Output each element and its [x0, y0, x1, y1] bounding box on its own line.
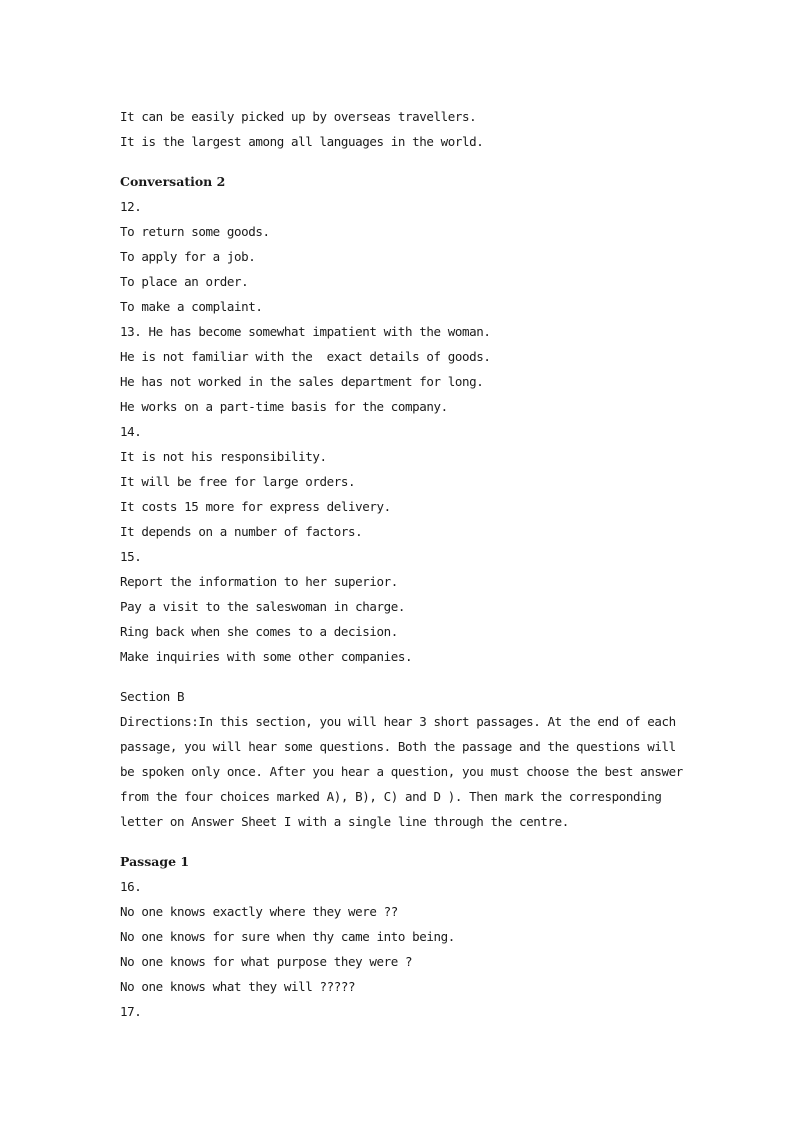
option-line: It can be easily picked up by overseas travellers. — [120, 109, 477, 124]
directions-line: from the four choices marked A), B), C) and D ). Then mark the corresponding — [120, 789, 662, 804]
spacer — [120, 669, 700, 684]
spacer — [120, 834, 700, 849]
directions-line: letter on Answer Sheet I with a single line through the centre. — [120, 814, 569, 829]
option-line: It is not his responsibility. — [120, 449, 327, 464]
option-line: Make inquiries with some other companies. — [120, 649, 413, 664]
question-number-12: 12. — [120, 199, 142, 214]
option-line: It depends on a number of factors. — [120, 524, 363, 539]
page-content — [120, 104, 700, 1024]
directions-line: passage, you will hear some questions. Both the passage and the questions will — [120, 739, 676, 754]
option-line: He works on a part-time basis for the company. — [120, 399, 448, 414]
directions-line: be spoken only once. After you hear a question, you must choose the best answer — [120, 764, 683, 779]
option-line: Pay a visit to the saleswoman in charge. — [120, 599, 406, 614]
option-line: To apply for a job. — [120, 249, 256, 264]
option-line: To place an order. — [120, 274, 249, 289]
option-line: Report the information to her superior. — [120, 574, 398, 589]
option-line: Ring back when she comes to a decision. — [120, 624, 398, 639]
option-line: It will be free for large orders. — [120, 474, 356, 489]
question-number-14: 14. — [120, 424, 142, 439]
option-line: No one knows what they will ????? — [120, 979, 356, 994]
question-number-17: 17. — [120, 1004, 142, 1019]
conversation-2-heading: Conversation 2 — [120, 174, 226, 189]
question-number-16: 16. — [120, 879, 142, 894]
option-line: He is not familiar with the exact details of goods. — [120, 349, 491, 364]
question-number-15: 15. — [120, 549, 142, 564]
option-line: It is the largest among all languages in the world. — [120, 134, 484, 149]
question-13-first-option: 13. He has become somewhat impatient with the woman. — [120, 324, 491, 339]
section-b-heading: Section B — [120, 689, 185, 704]
option-line: No one knows exactly where they were ?? — [120, 904, 398, 919]
spacer — [120, 154, 700, 169]
option-line: No one knows for sure when thy came into being. — [120, 929, 455, 944]
option-line: He has not worked in the sales department for long. — [120, 374, 484, 389]
option-line: It costs 15 more for express delivery. — [120, 499, 391, 514]
passage-1-heading: Passage 1 — [120, 854, 190, 869]
option-line: To make a complaint. — [120, 299, 263, 314]
option-line: No one knows for what purpose they were ? — [120, 954, 413, 969]
directions-line: Directions:In this section, you will hear 3 short passages. At the end of each — [120, 714, 676, 729]
option-line: To return some goods. — [120, 224, 270, 239]
